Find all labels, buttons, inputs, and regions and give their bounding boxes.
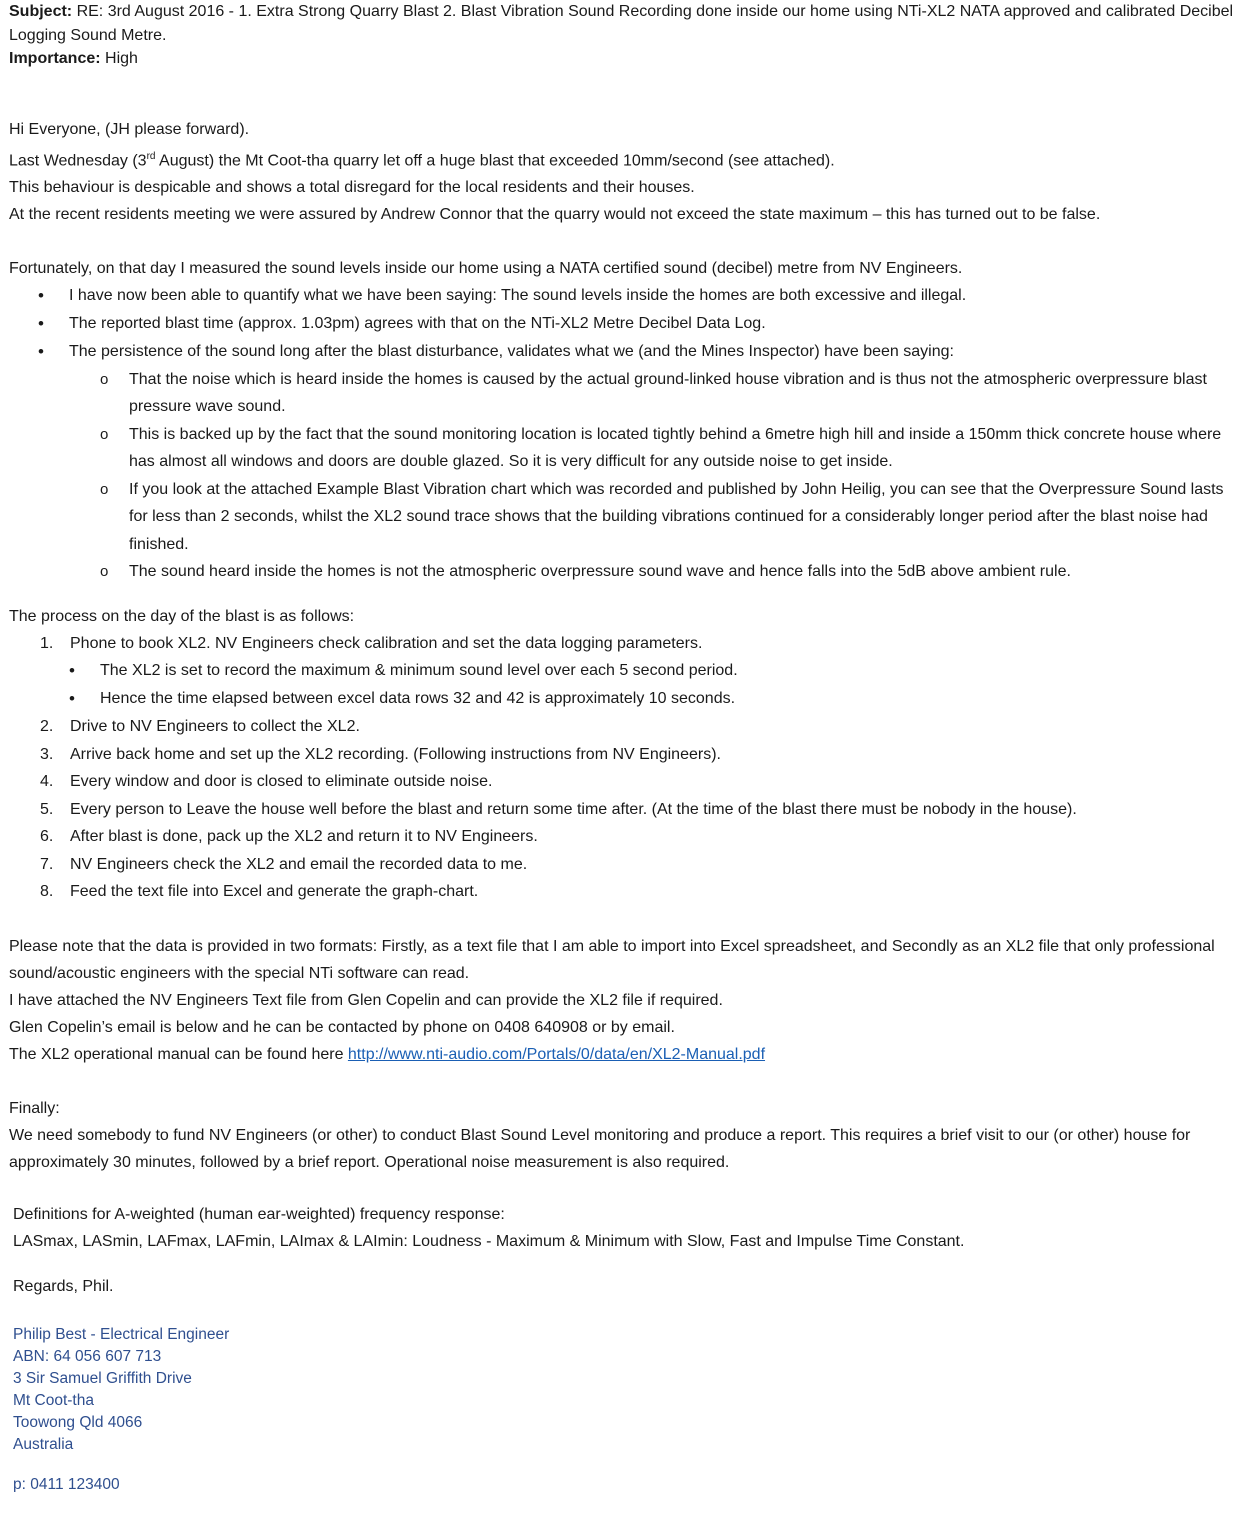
- list-item-text: Every window and door is closed to eliminate outside noise.: [70, 773, 493, 791]
- notes-formats: Please note that the data is provided in two formats: Firstly, as a text file that I am able to import into Excel spreadsheet, and Secondly as an XL2 file that only professional sound/acoustic engineers with the special NTi software can read.: [9, 937, 1215, 982]
- list-item-text: I have now been able to quantify what we have been saying: The sound levels inside the homes are both excessive and illegal.: [69, 286, 967, 304]
- list-item: [9, 796, 1241, 824]
- signature-abn: ABN: 64 056 607 713: [13, 1347, 162, 1365]
- definitions-text: LASmax, LASmin, LAFmax, LAFmin, LAImax & LAImin: Loudness - Maximum & Minimum with Slow, Fast and Impulse Time Constant.: [13, 1232, 965, 1250]
- bullet-icon: •: [38, 313, 44, 333]
- step-number: 7.: [40, 855, 54, 873]
- step-number: 5.: [40, 800, 54, 818]
- notes-manual-text: The XL2 operational manual can be found here: [9, 1045, 348, 1063]
- list-item-text: That the noise which is heard inside the homes is caused by the actual ground-linked house vibration and is thus not the atmospheric overpressure blast pressure wave sound.: [129, 370, 1207, 416]
- signature-city: Toowong Qld 4066: [13, 1413, 143, 1431]
- measure-bullet-list: [9, 282, 1241, 366]
- intro-line-blast: [9, 143, 1241, 174]
- notes-contact: Glen Copelin’s email is below and he can be contacted by phone on 0408 640908 or by email.: [9, 1018, 675, 1036]
- list-item: [9, 282, 1241, 310]
- bullet-icon: •: [69, 661, 75, 681]
- subject-line: [9, 0, 1241, 47]
- list-item: [9, 421, 1241, 476]
- process-lead: The process on the day of the blast is as follows:: [9, 607, 355, 625]
- process-sub-list: [9, 657, 1241, 713]
- list-item: [9, 310, 1241, 338]
- notes-attached: I have attached the NV Engineers Text file from Glen Copelin and can provide the XL2 file if required.: [9, 991, 723, 1009]
- intro-line-behaviour: This behaviour is despicable and shows a total disregard for the local residents and their houses.: [9, 178, 695, 196]
- list-item-text: Hence the time elapsed between excel data rows 32 and 42 is approximately 10 seconds.: [100, 690, 736, 708]
- signature-name: Philip Best - Electrical Engineer: [13, 1325, 230, 1343]
- step-number: 1.: [40, 634, 54, 652]
- list-item: [9, 630, 1241, 658]
- list-item: [9, 338, 1241, 366]
- list-item-text: Phone to book XL2. NV Engineers check calibration and set the data logging parameters.: [70, 634, 703, 652]
- step-number: 8.: [40, 883, 54, 901]
- email-signature: [9, 1324, 1241, 1492]
- list-item: [9, 366, 1241, 421]
- list-item-text: After blast is done, pack up the XL2 and return it to NV Engineers.: [70, 828, 538, 846]
- list-item-text: Every person to Leave the house well before the blast and return some time after. (At the time of the blast there must be nobody in the house).: [70, 800, 1077, 818]
- intro-line-blast-b: August) the Mt Coot-tha quarry let off a huge blast that exceeded 10mm/second (see attached).: [155, 151, 835, 169]
- bullet-icon: •: [38, 285, 44, 305]
- greeting: Hi Everyone, (JH please forward).: [9, 120, 250, 138]
- signature-street: 3 Sir Samuel Griffith Drive: [13, 1369, 192, 1387]
- list-item: [9, 476, 1241, 559]
- list-item: [9, 741, 1241, 769]
- finally-label: Finally:: [9, 1099, 60, 1117]
- finally-text: We need somebody to fund NV Engineers (or other) to conduct Blast Sound Level monitoring and produce a report. This requires a brief visit to our (or other) house for approximately 30 minutes, followed by a brief report. Operational noise measurement is also required.: [9, 1126, 1191, 1171]
- list-item: [9, 713, 1241, 741]
- circle-bullet-icon: o: [100, 480, 109, 498]
- step-number: 6.: [40, 828, 54, 846]
- step-number: 2.: [40, 718, 54, 736]
- process-step-list: [9, 630, 1241, 658]
- circle-bullet-icon: o: [100, 370, 109, 388]
- importance-line: [9, 47, 1241, 71]
- list-item: [9, 851, 1241, 879]
- subject-label: Subject:: [9, 3, 73, 20]
- circle-bullet-icon: o: [100, 563, 109, 581]
- closing: Regards, Phil.: [13, 1277, 114, 1295]
- signature-phone: p: 0411 123400: [13, 1477, 120, 1492]
- signature-phone-wrapper: [9, 1478, 1241, 1492]
- manual-link[interactable]: http://www.nti-audio.com/Portals/0/data/en/XL2-Manual.pdf: [347, 1045, 766, 1063]
- process-step-list-cont: [9, 713, 1241, 906]
- step-number: 3.: [40, 745, 54, 763]
- list-item: [9, 878, 1241, 906]
- bullet-icon: •: [38, 341, 44, 361]
- list-item-text: Arrive back home and set up the XL2 recording. (Following instructions from NV Engineers).: [70, 745, 721, 763]
- list-item: [9, 657, 1241, 685]
- measure-sub-bullet-list: [9, 366, 1241, 586]
- list-item: [9, 685, 1241, 713]
- list-item: [9, 823, 1241, 851]
- signature-country: Australia: [13, 1435, 74, 1453]
- list-item-text: The sound heard inside the homes is not the atmospheric overpressure sound wave and hence falls into the 5dB above ambient rule.: [129, 563, 1071, 581]
- list-item: [9, 768, 1241, 796]
- list-item-text: If you look at the attached Example Blast Vibration chart which was recorded and published by John Heilig, you can see that the Overpressure Sound lasts for less than 2 seconds, whilst the XL2 sound trace shows that the building vibrations continued for a considerably longer period after the blast noise had finished.: [129, 480, 1224, 553]
- list-item-text: Feed the text file into Excel and generate the graph-chart.: [70, 883, 479, 901]
- bullet-icon: •: [69, 689, 75, 709]
- list-item-text: This is backed up by the fact that the sound monitoring location is located tightly behind a 6metre high hill and inside a 150mm thick concrete house where has almost all windows and doors are double glazed. So it is very difficult for any outside noise to get inside.: [129, 425, 1222, 471]
- circle-bullet-icon: o: [100, 425, 109, 443]
- intro-line-blast-a: Last Wednesday (3: [9, 151, 147, 169]
- list-item-text: Drive to NV Engineers to collect the XL2.: [70, 718, 360, 736]
- importance-label: Importance:: [9, 50, 101, 67]
- notes-manual: [9, 1041, 1241, 1068]
- list-item-text: The persistence of the sound long after the blast disturbance, validates what we (and the Mines Inspector) have been saying:: [69, 342, 954, 360]
- subject-text: RE: 3rd August 2016 - 1. Extra Strong Quarry Blast 2. Blast Vibration Sound Recording done inside our home using NTi-XL2 NATA approved and calibrated Decibel Logging Sound Metre.: [9, 3, 1234, 44]
- list-item-text: NV Engineers check the XL2 and email the recorded data to me.: [70, 855, 528, 873]
- list-item-text: The XL2 is set to record the maximum & minimum sound level over each 5 second period.: [100, 662, 738, 680]
- step-number: 4.: [40, 773, 54, 791]
- definitions-title: Definitions for A-weighted (human ear-weighted) frequency response:: [13, 1205, 505, 1223]
- list-item-text: The reported blast time (approx. 1.03pm) agrees with that on the NTi-XL2 Metre Decibel Data Log.: [69, 314, 766, 332]
- importance-value: High: [105, 50, 138, 67]
- signature-suburb: Mt Coot-tha: [13, 1391, 94, 1409]
- email-body: [9, 0, 1241, 1492]
- measure-lead: Fortunately, on that day I measured the sound levels inside our home using a NATA certified sound (decibel) metre from NV Engineers.: [9, 259, 963, 277]
- list-item: [9, 558, 1241, 586]
- intro-line-meeting: At the recent residents meeting we were assured by Andrew Connor that the quarry would not exceed the state maximum – this has turned out to be false.: [9, 205, 1101, 223]
- ordinal-suffix: rd: [146, 150, 156, 162]
